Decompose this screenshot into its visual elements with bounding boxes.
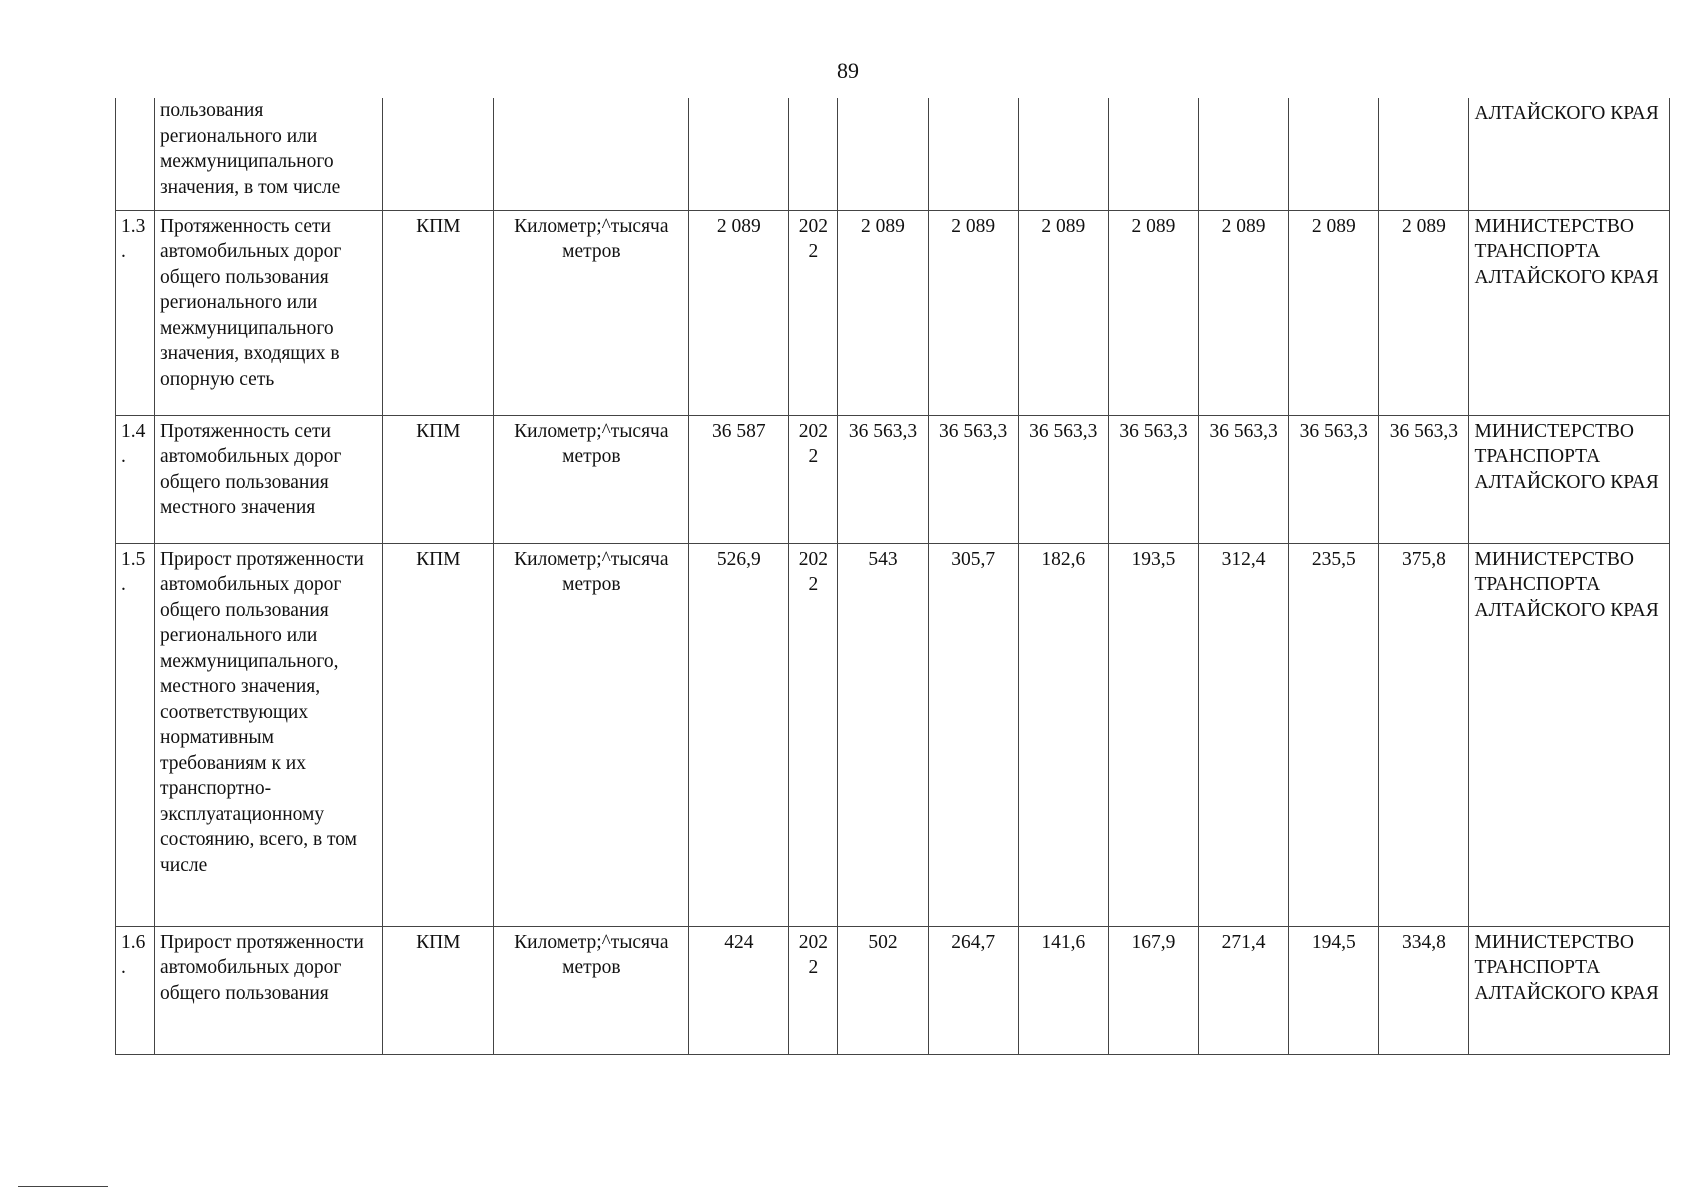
value-cell: 502 xyxy=(838,926,928,1054)
table-row xyxy=(116,926,1670,1054)
table-row-continuation xyxy=(116,98,1670,210)
value-cell: 334,8 xyxy=(1379,926,1469,1054)
value-cell: 36 563,3 xyxy=(928,415,1018,543)
row-number-cell: 1.3. xyxy=(116,210,155,415)
value-cell: 375,8 xyxy=(1379,543,1469,926)
row-number-cell: 1.5. xyxy=(116,543,155,926)
source-cell: КПМ xyxy=(383,926,494,1054)
table-row xyxy=(116,415,1670,543)
base-value-cell: 36 587 xyxy=(689,415,789,543)
responsible-cell: МИНИСТЕРСТВО ТРАНСПОРТА АЛТАЙСКОГО КРАЯ xyxy=(1469,926,1670,1054)
value-cell: 2 089 xyxy=(1199,210,1289,415)
value-cell: 36 563,3 xyxy=(1289,415,1379,543)
value-cell: 193,5 xyxy=(1108,543,1198,926)
unit-cell: Километр;^тысяча метров xyxy=(494,415,689,543)
unit-cell: Километр;^тысяча метров xyxy=(494,926,689,1054)
responsible-cell: АЛТАЙСКОГО КРАЯ xyxy=(1469,98,1670,210)
base-year-cell: 2022 xyxy=(789,415,838,543)
responsible-cell: МИНИСТЕРСТВО ТРАНСПОРТА АЛТАЙСКОГО КРАЯ xyxy=(1469,543,1670,926)
value-cell: 167,9 xyxy=(1108,926,1198,1054)
row-number-cell xyxy=(116,98,155,210)
value-cell: 2 089 xyxy=(1289,210,1379,415)
unit-cell: Километр;^тысяча метров xyxy=(494,210,689,415)
base-year-cell: 2022 xyxy=(789,543,838,926)
value-cell: 36 563,3 xyxy=(838,415,928,543)
value-cell: 36 563,3 xyxy=(1018,415,1108,543)
value-cell: 235,5 xyxy=(1289,543,1379,926)
value-cell: 2 089 xyxy=(1018,210,1108,415)
responsible-cell: МИНИСТЕРСТВО ТРАНСПОРТА АЛТАЙСКОГО КРАЯ xyxy=(1469,210,1670,415)
responsible-cell: МИНИСТЕРСТВО ТРАНСПОРТА АЛТАЙСКОГО КРАЯ xyxy=(1469,415,1670,543)
base-value-cell: 424 xyxy=(689,926,789,1054)
footnote-divider xyxy=(18,1186,108,1187)
source-cell: КПМ xyxy=(383,210,494,415)
value-cell: 2 089 xyxy=(1108,210,1198,415)
unit-cell: Километр;^тысяча метров xyxy=(494,543,689,926)
value-cell: 305,7 xyxy=(928,543,1018,926)
value-cell: 543 xyxy=(838,543,928,926)
source-cell: КПМ xyxy=(383,543,494,926)
row-number-cell: 1.6. xyxy=(116,926,155,1054)
table-row xyxy=(116,543,1670,926)
value-cell: 36 563,3 xyxy=(1199,415,1289,543)
value-cell: 141,6 xyxy=(1018,926,1108,1054)
indicator-name-cell: пользования регионального или межмуниципального значения, в том числе xyxy=(154,98,382,210)
indicator-name-cell: Протяженность сети автомобильных дорог общего пользования местного значения xyxy=(154,415,382,543)
indicator-name-cell: Протяженность сети автомобильных дорог общего пользования регионального или межмуниципального значения, входящих в опорную сеть xyxy=(154,210,382,415)
source-cell: КПМ xyxy=(383,415,494,543)
page-number: 89 xyxy=(837,58,859,83)
value-cell: 312,4 xyxy=(1199,543,1289,926)
row-number-cell: 1.4. xyxy=(116,415,155,543)
value-cell: 36 563,3 xyxy=(1379,415,1469,543)
base-value-cell: 526,9 xyxy=(689,543,789,926)
value-cell: 36 563,3 xyxy=(1108,415,1198,543)
value-cell: 182,6 xyxy=(1018,543,1108,926)
table-row xyxy=(116,210,1670,415)
value-cell: 271,4 xyxy=(1199,926,1289,1054)
indicator-name-cell: Прирост протяженности автомобильных дорог общего пользования регионального или межмуниципального, местного значения, соответствующих нормативным требованиям к их транспортно-эксплуатационному состоянию, всего, в том числе xyxy=(154,543,382,926)
value-cell: 2 089 xyxy=(928,210,1018,415)
value-cell: 2 089 xyxy=(838,210,928,415)
value-cell: 194,5 xyxy=(1289,926,1379,1054)
value-cell: 264,7 xyxy=(928,926,1018,1054)
base-value-cell: 2 089 xyxy=(689,210,789,415)
value-cell: 2 089 xyxy=(1379,210,1469,415)
base-year-cell: 2022 xyxy=(789,926,838,1054)
base-year-cell: 2022 xyxy=(789,210,838,415)
indicator-name-cell: Прирост протяженности автомобильных дорог общего пользования xyxy=(154,926,382,1054)
indicators-table xyxy=(115,98,1670,1055)
